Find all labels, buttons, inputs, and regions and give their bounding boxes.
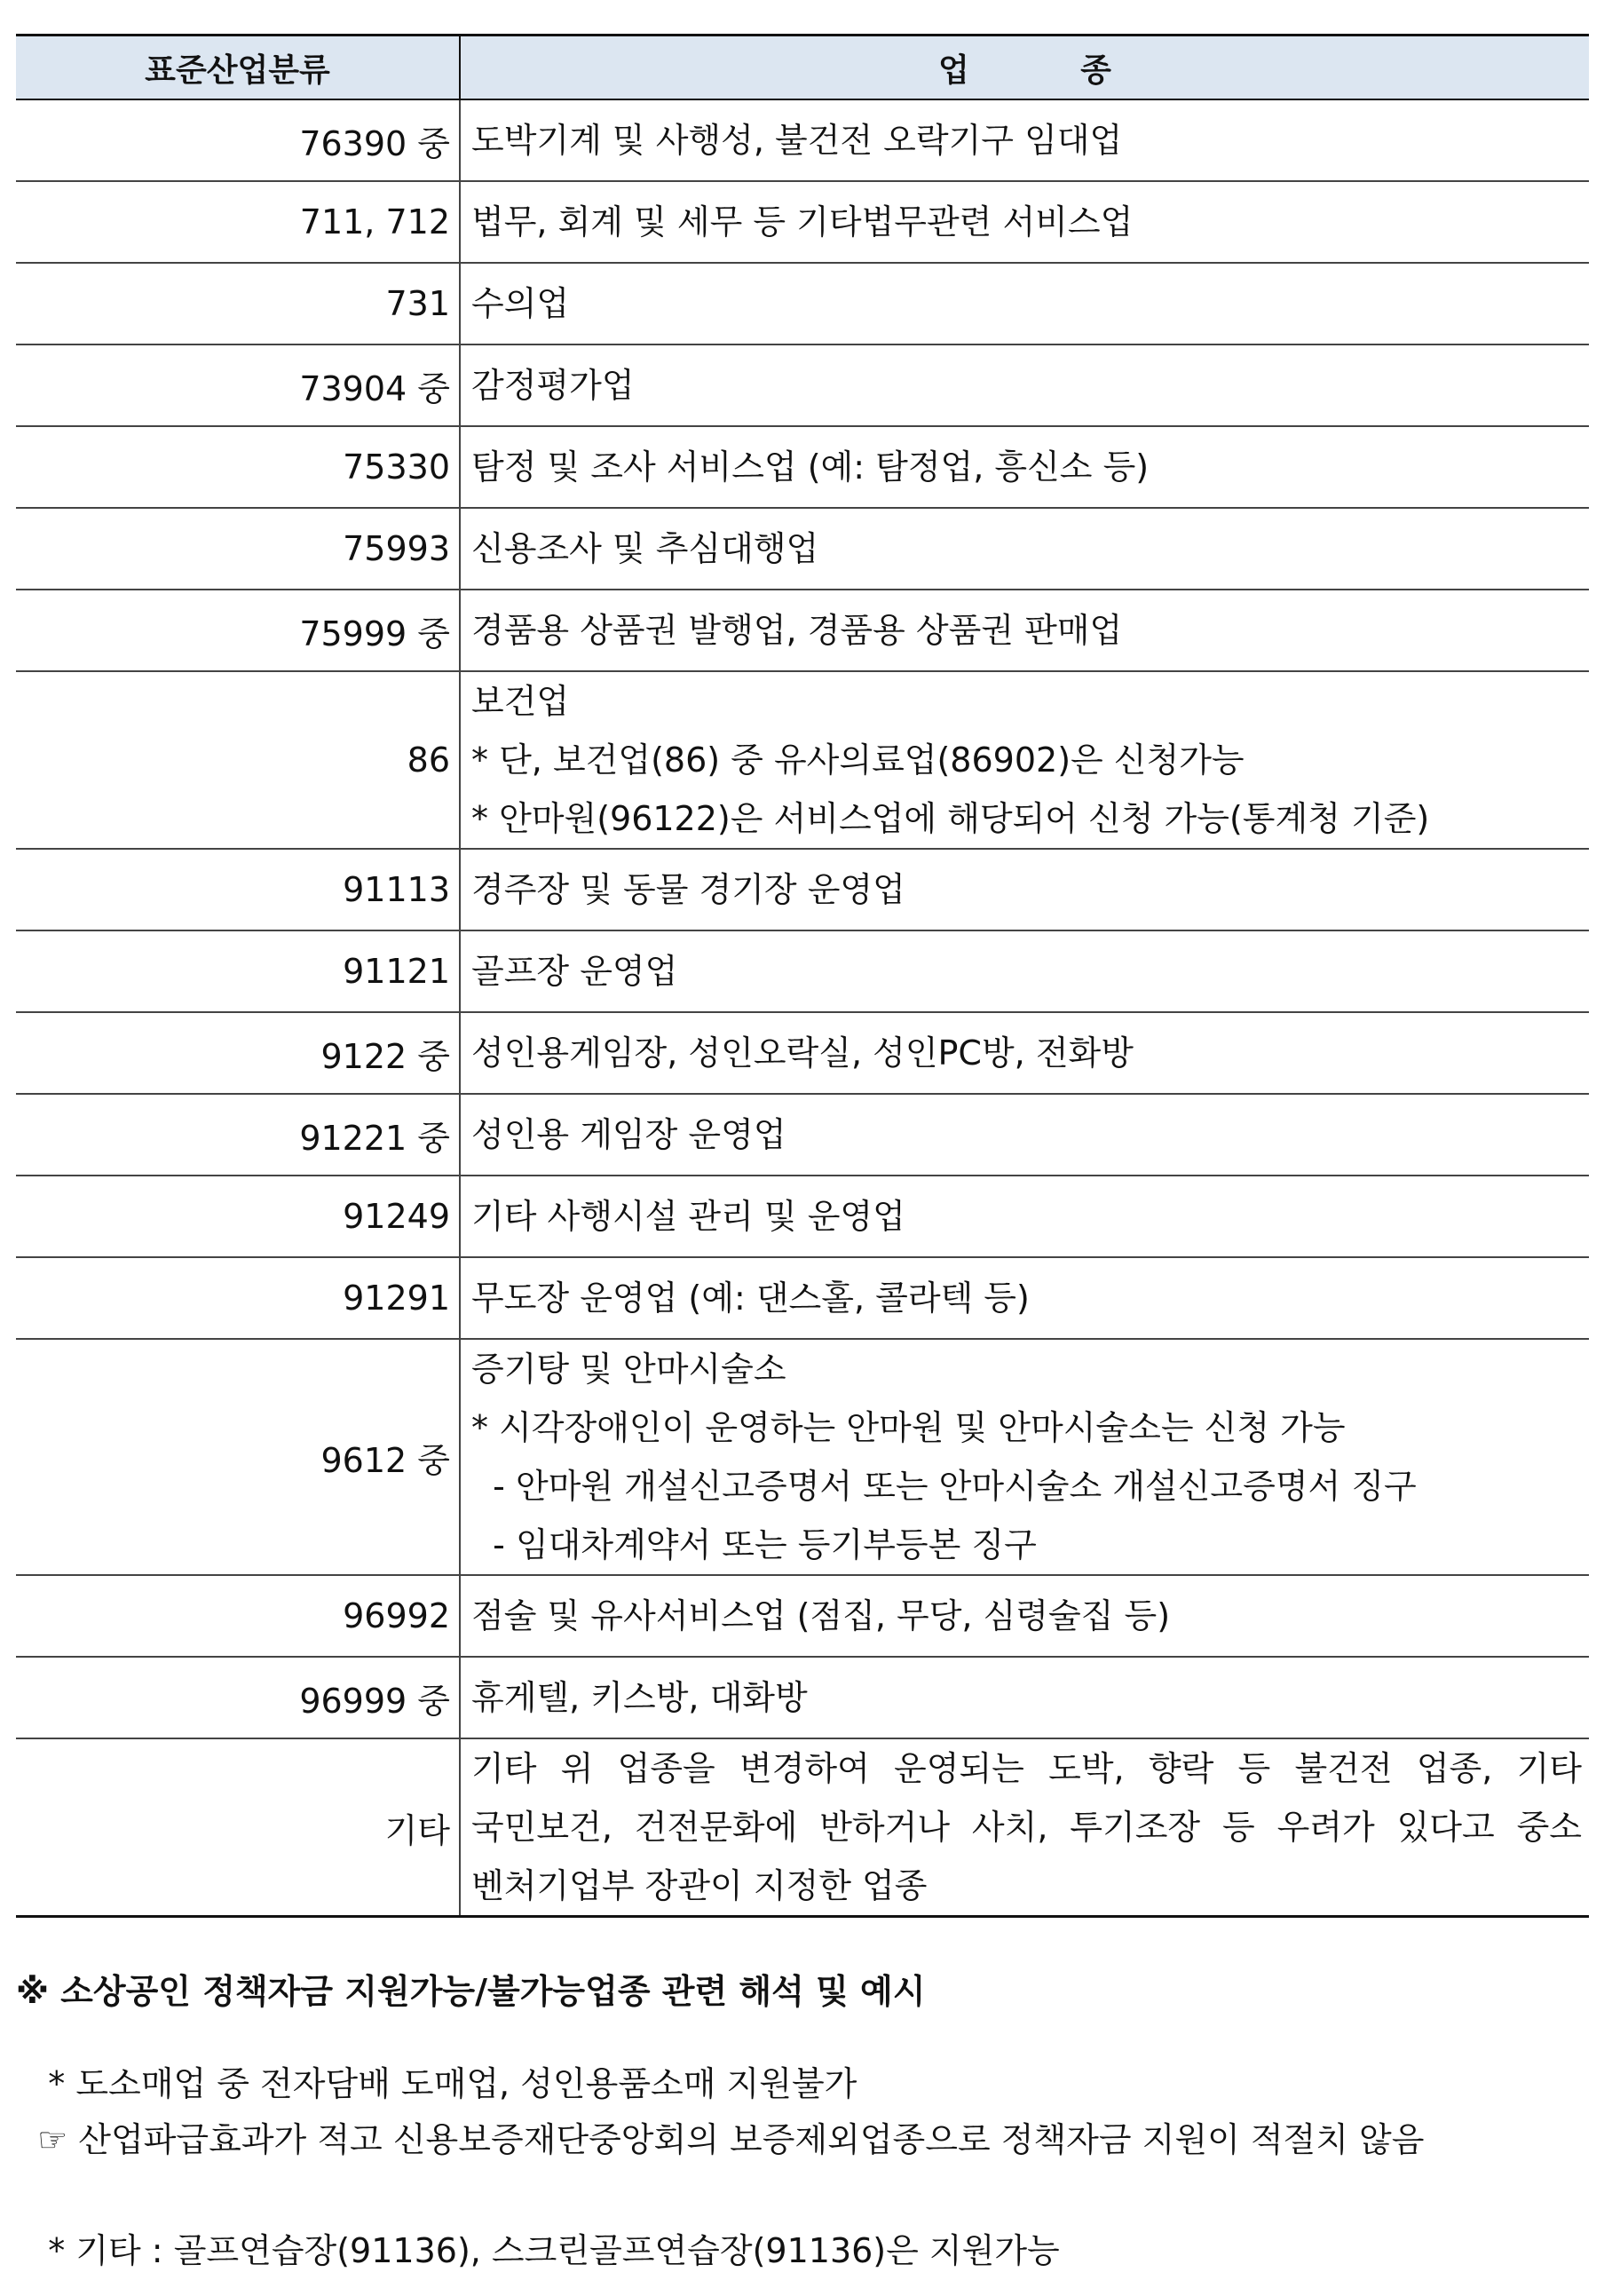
business-type-line: 경주장 및 동물 경기장 운영업 <box>471 870 905 909</box>
business-type-cell <box>460 849 1589 930</box>
business-type-line: 기타 위 업종을 변경하여 운영되는 도박, 향락 등 불건전 업종, 기타 <box>471 1749 1582 1788</box>
business-type-line: 휴게텔, 키스방, 대화방 <box>471 1678 808 1717</box>
table-row <box>16 930 1589 1012</box>
industry-code-cell: 731 <box>16 263 460 344</box>
table-row <box>16 344 1589 426</box>
table-row <box>16 426 1589 508</box>
industry-code-cell: 9612 중 <box>16 1339 460 1575</box>
table-row <box>16 508 1589 590</box>
header-business-type: 업 종 <box>460 36 1589 100</box>
industry-code-cell: 91291 <box>16 1257 460 1339</box>
business-type-cell <box>460 1738 1589 1917</box>
business-type-cell <box>460 671 1589 849</box>
business-type-cell <box>460 508 1589 590</box>
industry-code-cell: 76390 중 <box>16 99 460 181</box>
business-type-line: 점술 및 유사서비스업 (점집, 무당, 심령술집 등) <box>471 1596 1171 1635</box>
table-row <box>16 1575 1589 1657</box>
notes-title: ※ 소상공인 정책자금 지원가능/불가능업종 관련 해석 및 예시 <box>16 1972 926 2011</box>
table-row <box>16 1339 1589 1575</box>
business-type-line: 보건업 <box>471 682 570 721</box>
industry-code-cell: 75330 <box>16 426 460 508</box>
business-type-line: 법무, 회계 및 세무 등 기타법무관련 서비스업 <box>471 202 1134 241</box>
table-row <box>16 1012 1589 1094</box>
table-header-row <box>16 36 1589 100</box>
business-type-line: 기타 사행시설 관리 및 운영업 <box>471 1197 905 1236</box>
business-type-line: 증기탕 및 안마시술소 <box>471 1350 786 1389</box>
industry-code-cell: 86 <box>16 671 460 849</box>
business-type-line: 골프장 운영업 <box>471 952 678 991</box>
business-type-line: 벤처기업부 장관이 지정한 업종 <box>471 1866 928 1905</box>
industry-code-cell: 91121 <box>16 930 460 1012</box>
table-row <box>16 181 1589 263</box>
business-type-line: 국민보건, 건전문화에 반하거나 사치, 투기조장 등 우려가 있다고 중소 <box>471 1808 1582 1847</box>
business-type-line: * 안마원(96122)은 서비스업에 해당되어 신청 가능(통계청 기준) <box>471 799 1430 838</box>
business-type-cell <box>460 1012 1589 1094</box>
industry-code-cell: 기타 <box>16 1738 460 1917</box>
table-row <box>16 671 1589 849</box>
table-row <box>16 1176 1589 1257</box>
business-type-cell <box>460 1176 1589 1257</box>
industry-code-cell: 75993 <box>16 508 460 590</box>
note-item: * 도소매업 중 전자담배 도매업, 성인용품소매 지원불가 <box>16 2064 857 2103</box>
industry-code-cell: 91249 <box>16 1176 460 1257</box>
business-type-cell <box>460 1094 1589 1176</box>
business-type-line: - 임대차계약서 또는 등기부등본 징구 <box>471 1525 1037 1564</box>
business-type-line: 도박기계 및 사행성, 불건전 오락기구 임대업 <box>471 121 1123 160</box>
industry-code-cell: 96999 중 <box>16 1657 460 1738</box>
table-row <box>16 1657 1589 1738</box>
industry-code-cell: 75999 중 <box>16 590 460 671</box>
industry-code-cell: 9122 중 <box>16 1012 460 1094</box>
industry-code-cell: 711, 712 <box>16 181 460 263</box>
table-row <box>16 1257 1589 1339</box>
business-type-cell <box>460 930 1589 1012</box>
table-body <box>16 99 1589 1917</box>
business-type-line: 성인용게임장, 성인오락실, 성인PC방, 전화방 <box>471 1033 1134 1073</box>
business-type-line: 탐정 및 조사 서비스업 (예: 탐정업, 흥신소 등) <box>471 447 1150 487</box>
business-type-line: 성인용 게임장 운영업 <box>471 1115 786 1154</box>
business-type-line: 경품용 상품권 발행업, 경품용 상품권 판매업 <box>471 611 1123 650</box>
business-type-line: - 안마원 개설신고증명서 또는 안마시술소 개설신고증명서 징구 <box>471 1467 1417 1506</box>
note-item: * 기타 : 골프연습장(91136), 스크린골프연습장(91136)은 지원가능 <box>16 2231 1060 2270</box>
business-type-cell <box>460 426 1589 508</box>
business-type-cell <box>460 99 1589 181</box>
table-row <box>16 99 1589 181</box>
business-type-cell <box>460 590 1589 671</box>
industry-code-cell: 91221 중 <box>16 1094 460 1176</box>
business-type-cell <box>460 1339 1589 1575</box>
business-type-cell <box>460 181 1589 263</box>
business-type-cell <box>460 1575 1589 1657</box>
business-type-line: * 단, 보건업(86) 중 유사의료업(86902)은 신청가능 <box>471 740 1245 780</box>
table-row <box>16 590 1589 671</box>
business-type-cell <box>460 1657 1589 1738</box>
business-type-cell <box>460 344 1589 426</box>
business-type-line: * 시각장애인이 운영하는 안마원 및 안마시술소는 신청 가능 <box>471 1408 1346 1447</box>
industry-code-cell: 73904 중 <box>16 344 460 426</box>
industry-code-cell: 91113 <box>16 849 460 930</box>
business-type-line: 감정평가업 <box>471 366 635 405</box>
table-row <box>16 849 1589 930</box>
industry-code-cell: 96992 <box>16 1575 460 1657</box>
note-item: ☞ 산업파급효과가 적고 신용보증재단중앙회의 보증제외업종으로 정책자금 지원이 적절치 않음 <box>16 2120 1425 2159</box>
header-industry-code: 표준산업분류 <box>16 36 460 100</box>
business-type-cell <box>460 263 1589 344</box>
business-type-line: 신용조사 및 추심대행업 <box>471 529 819 568</box>
table-row <box>16 1738 1589 1917</box>
business-type-line: 수의업 <box>471 284 570 323</box>
business-type-line: 무도장 운영업 (예: 댄스홀, 콜라텍 등) <box>471 1279 1030 1318</box>
table-row <box>16 263 1589 344</box>
table-row <box>16 1094 1589 1176</box>
exclusion-industry-table <box>16 34 1589 1918</box>
business-type-cell <box>460 1257 1589 1339</box>
